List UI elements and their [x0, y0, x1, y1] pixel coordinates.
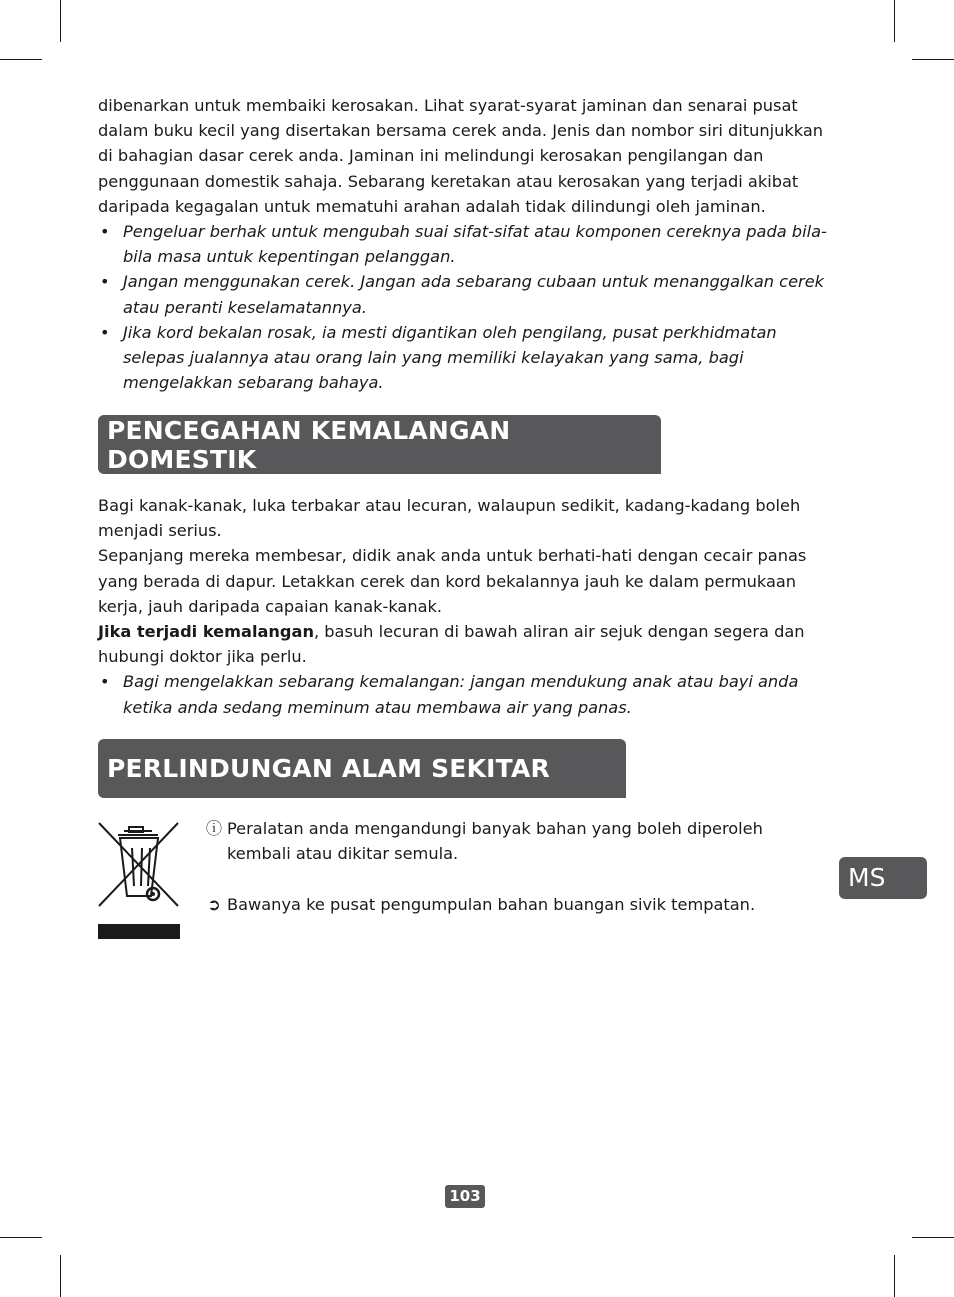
list-item: • Bagi mengelakkan sebarang kemalangan: jangan mendukung anak atau bayi anda ketika anda sedang meminum atau membawa air yang panas. [98, 669, 834, 719]
accident-paragraph: Sepanjang mereka membesar, didik anak anda untuk berhati-hati dengan cecair panas yang berada di dapur. Letakkan cerek dan kord bekalannya jauh ke dalam permukaan kerja, jauh daripada capaian kanak-kanak. [98, 546, 807, 616]
crop-mark [894, 1255, 895, 1297]
info-icon: ⓘ [205, 819, 223, 838]
info-text: Peralatan anda mengandungi banyak bahan yang boleh diperoleh kembali atau dikitar semula. [227, 819, 763, 864]
accident-bold-lead: Jika terjadi kemalangan [98, 622, 314, 642]
accident-paragraph: Bagi kanak-kanak, luka terbakar atau lecuran, walaupun sedikit, kadang-kadang boleh menjadi serius. [98, 496, 801, 541]
section-header-environment [98, 739, 626, 798]
list-item: • Jangan menggunakan cerek. Jangan ada sebarang cubaan untuk menanggalkan cerek atau peranti keselamatannya. [98, 269, 834, 319]
crossed-out-wheelie-bin-icon [98, 820, 180, 940]
accident-paragraph [98, 619, 834, 669]
crop-mark [0, 59, 42, 60]
accident-block [98, 493, 834, 720]
accident-paragraph-rest: , basuh lecuran di bawah aliran air sejuk dengan segera dan hubungi doktor jika perlu. [98, 622, 805, 667]
crop-mark [894, 0, 895, 42]
arrow-text: Bawanya ke pusat pengumpulan bahan buangan sivik tempatan. [227, 895, 756, 914]
crop-mark [60, 0, 61, 42]
list-item: • Jika kord bekalan rosak, ia mesti digantikan oleh pengilang, pusat perkhidmatan selepas jualannya atau orang lain yang memiliki kelayakan yang sama, bagi mengelakkan sebarang bahaya. [98, 320, 834, 396]
warranty-block [98, 93, 834, 395]
section-title: PERLINDUNGAN ALAM SEKITAR [107, 754, 550, 783]
page-number: 103 [445, 1185, 485, 1208]
warranty-paragraph: dibenarkan untuk membaiki kerosakan. Lihat syarat-syarat jaminan dan senarai pusat dalam buku kecil yang disertakan bersama cerek anda. Jenis dan nombor siri ditunjukkan di bahagian dasar cerek anda. Jaminan ini melindungi kerosakan pengilangan dan penggunaan domestik sahaja. Sebarang keretakan atau kerosakan yang terjadi akibat daripada kegagalan untuk mematuhi arahan adalah tidak dilindungi oleh jaminan. [98, 96, 824, 216]
language-tab: MS [839, 857, 927, 899]
arrow-icon: ➲ [207, 895, 221, 914]
arrow-line [205, 892, 827, 917]
accident-bullet-list [98, 669, 834, 719]
section-title: PENCEGAHAN KEMALANGAN DOMESTIK [107, 415, 511, 474]
info-line [205, 816, 827, 866]
crop-mark [912, 59, 954, 60]
crop-mark [0, 1237, 42, 1238]
crop-mark [60, 1255, 61, 1297]
section-header-accident-prevention [98, 415, 661, 474]
warranty-bullet-list [98, 219, 834, 395]
list-item: • Pengeluar berhak untuk mengubah suai sifat-sifat atau komponen cereknya pada bila-bila masa untuk kepentingan pelanggan. [98, 219, 834, 269]
crop-mark [912, 1237, 954, 1238]
